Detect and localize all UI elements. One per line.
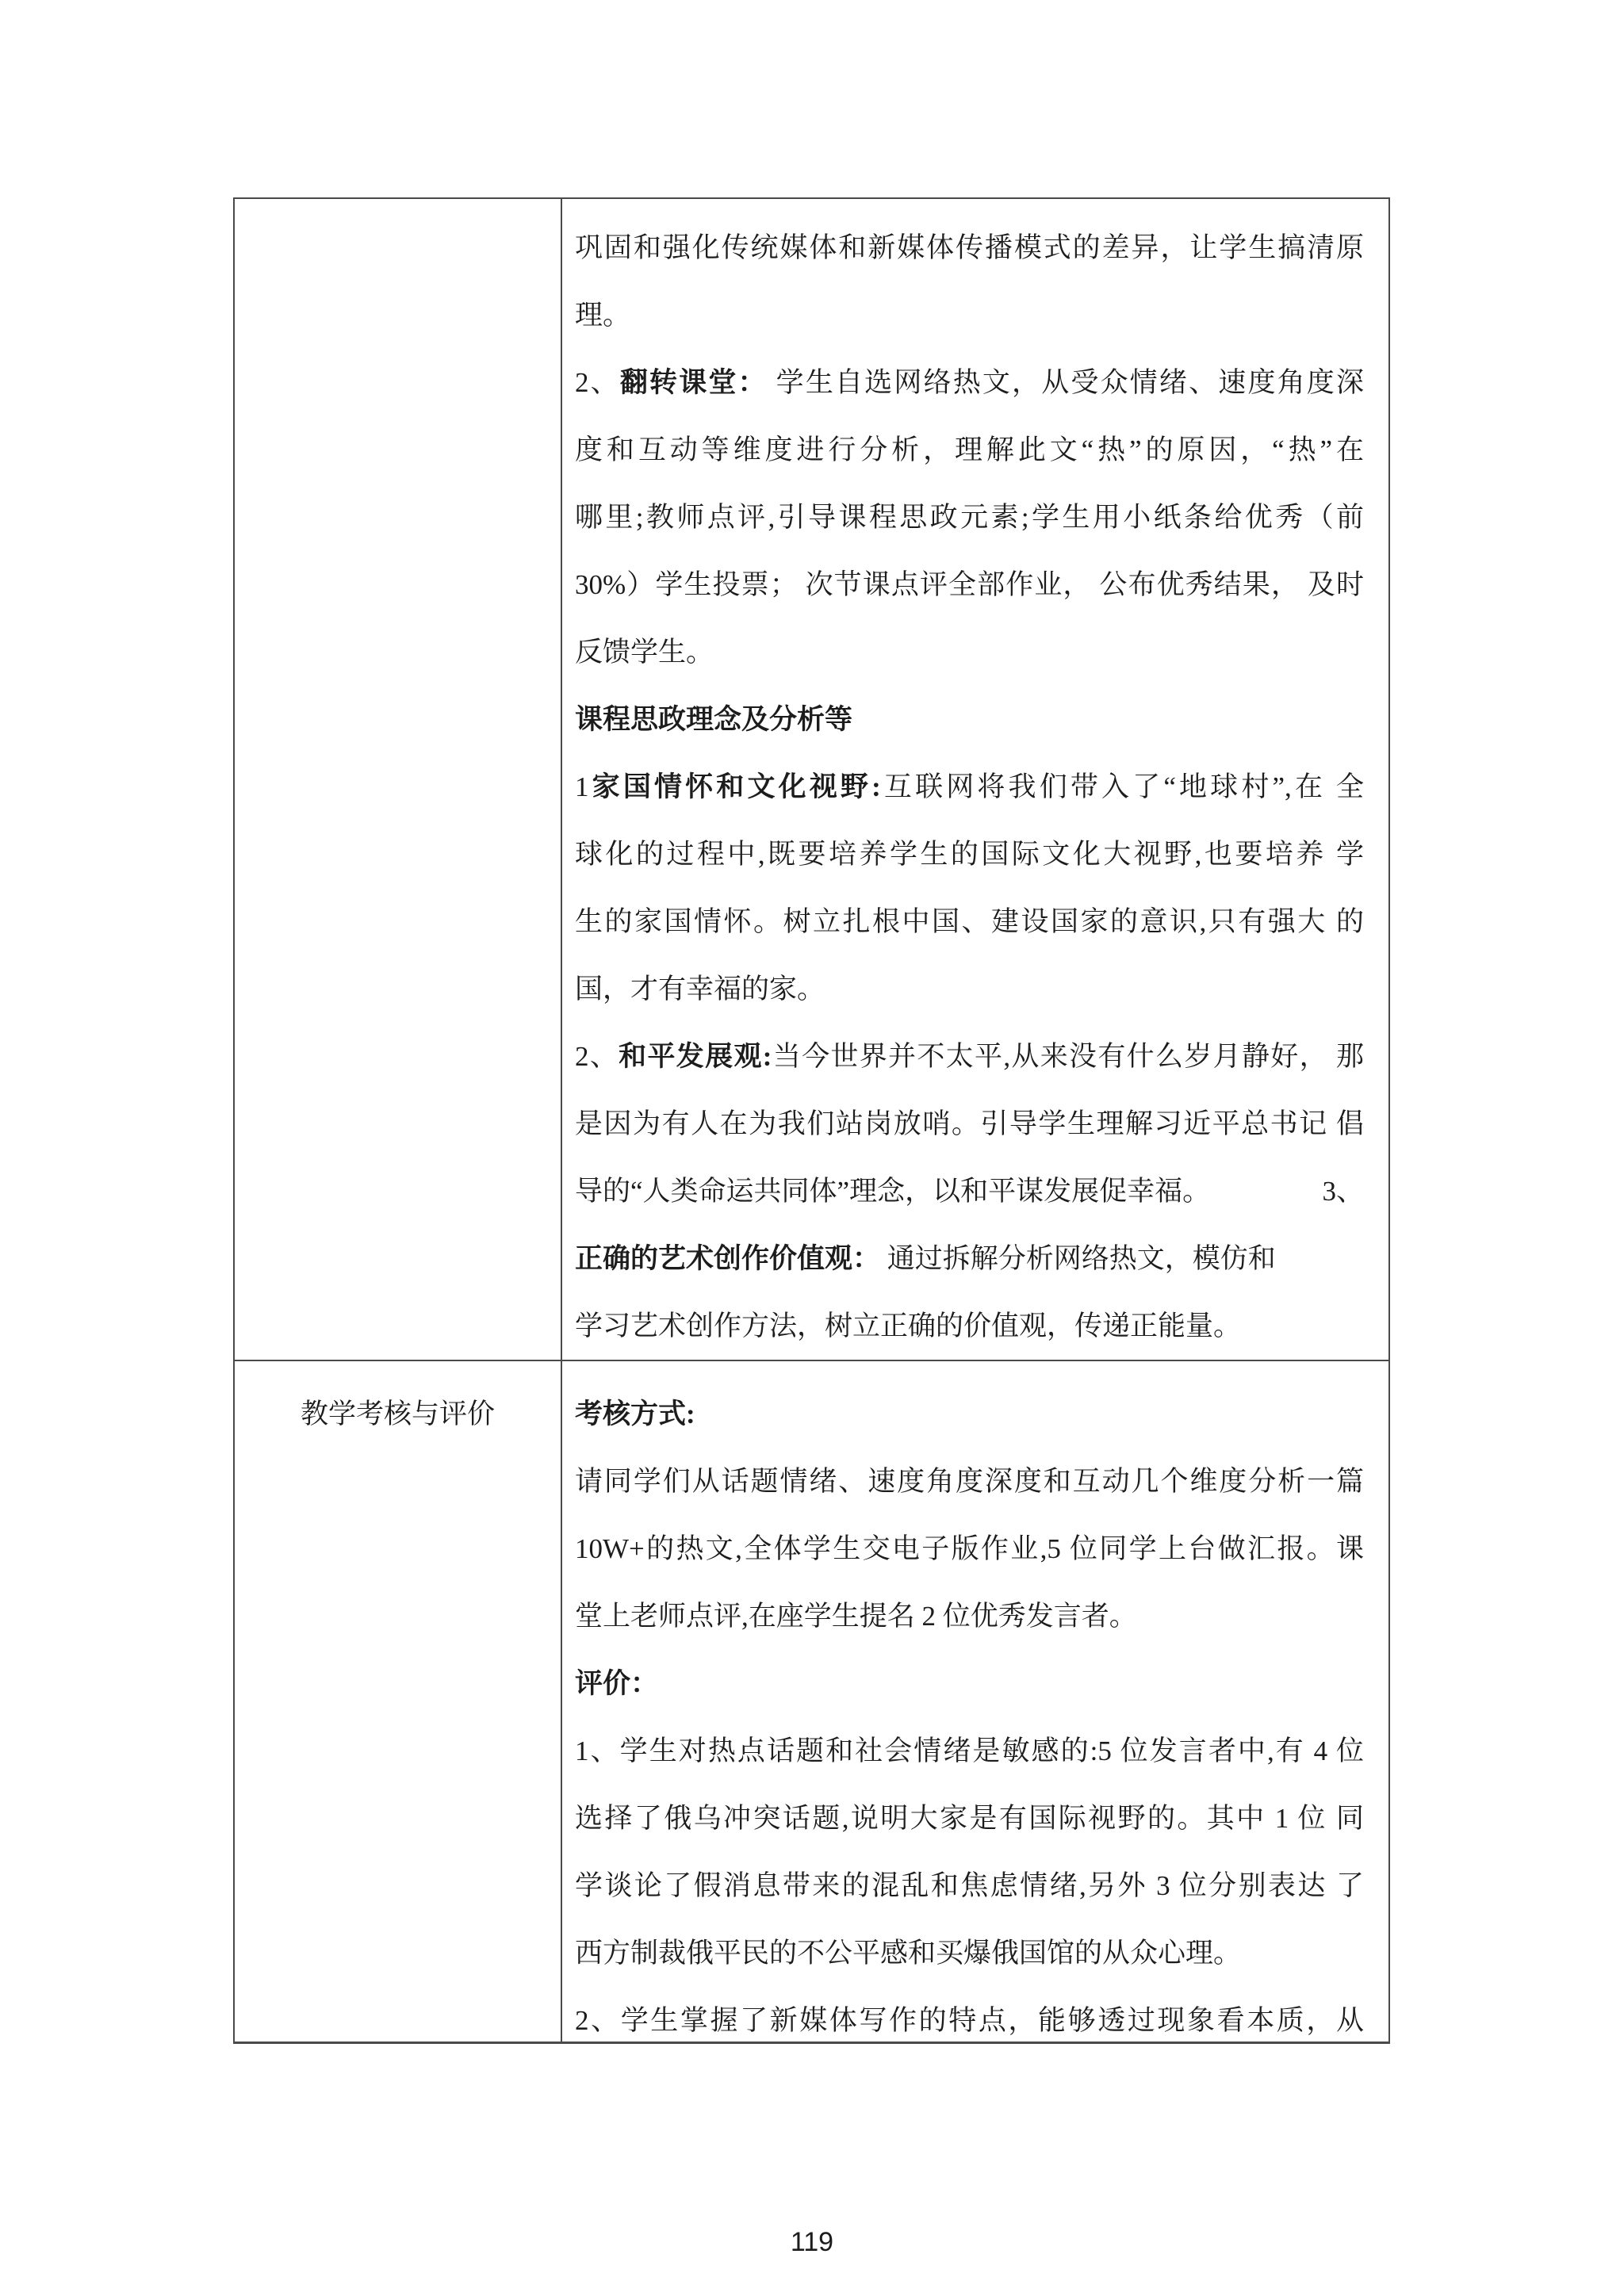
text-line <box>575 1650 1364 1717</box>
bold-text-run: 翻转课堂： <box>619 367 768 398</box>
text-line <box>575 821 1364 888</box>
text-line <box>575 1852 1364 1919</box>
text-run: 理。 <box>575 300 631 331</box>
text-line <box>575 1090 1364 1158</box>
text-line <box>575 214 1364 281</box>
bold-text-run: 课程思政理念及分析等 <box>575 704 853 735</box>
text-run: 哪里;教师点评,引导课程思政元素;学生用小纸条给优秀（前 <box>575 502 1364 533</box>
page-number: 119 <box>790 2227 834 2257</box>
text-run: 10W+的热文,全体学生交电子版作业,5 位同学上台做汇报。课 <box>575 1533 1364 1564</box>
text-run: 巩固和强化传统媒体和新媒体传播模式的差异，让学生搞清原 <box>575 232 1364 263</box>
text-run: 选择了俄乌冲突话题,说明大家是有国际视野的。其中 1 位 同 <box>575 1803 1364 1834</box>
text-line <box>575 416 1364 484</box>
bold-text-run: 家国情怀和文化视野: <box>588 771 881 802</box>
text-run: 请同学们从话题情绪、速度角度深度和互动几个维度分析一篇 <box>575 1466 1364 1497</box>
text-line <box>575 618 1364 686</box>
bold-text-run: 评价： <box>575 1668 659 1699</box>
text-run: 是因为有人在为我们站岗放哨。引导学生理解习近平总书记 倡 <box>575 1108 1364 1139</box>
table-row-course-ideology <box>235 199 1388 1361</box>
text-line <box>575 551 1364 618</box>
text-line <box>575 753 1364 821</box>
text-line <box>575 1515 1364 1582</box>
text-run: 互联网将我们带入了“地球村”,在 全 <box>880 771 1365 802</box>
text-line <box>575 955 1364 1023</box>
text-line <box>575 1448 1364 1515</box>
text-run: 通过拆解分析网络热文，模仿和 <box>880 1243 1276 1274</box>
text-run: 学生自选网络热文，从受众情绪、速度角度深 <box>767 367 1364 398</box>
text-run: 2、 <box>575 1041 619 1072</box>
row-label: 教学考核与评价 <box>300 1399 495 1429</box>
text-run: 学谈论了假消息带来的混乱和焦虑情绪,另外 3 位分别表达 了 <box>575 1870 1364 1901</box>
text-line <box>575 1785 1364 1852</box>
text-line <box>575 1023 1364 1090</box>
text-run: 导的“人类命运共同体”理念，以和平谋发展促幸福。 <box>575 1176 1211 1207</box>
text-line <box>575 888 1364 955</box>
row-label-cell <box>235 1361 562 2042</box>
text-run: 2、学生掌握了新媒体写作的特点，能够透过现象看本质，从 <box>575 2005 1364 2036</box>
text-line <box>575 1292 1364 1360</box>
text-run: 堂上老师点评,在座学生提名 2 位优秀发言者。 <box>575 1601 1137 1632</box>
bold-text-run: 考核方式: <box>575 1399 695 1429</box>
text-run: 反馈学生。 <box>575 637 714 668</box>
text-run: 度和互动等维度进行分析，理解此文“热”的原因，“热”在 <box>575 434 1364 465</box>
text-line <box>575 1987 1364 2042</box>
table-row-assessment <box>235 1361 1388 2042</box>
text-line <box>575 1158 1364 1225</box>
row-content-cell <box>562 1361 1388 2042</box>
bold-text-run: 正确的艺术创作价值观： <box>575 1243 881 1274</box>
text-run: 1 <box>575 771 589 802</box>
text-run: 当今世界并不太平,从来没有什么岁月静好， 那 <box>772 1041 1364 1072</box>
text-run: 30%）学生投票； 次节课点评全部作业， 公布优秀结果， 及时 <box>575 569 1364 600</box>
text-line <box>575 349 1364 416</box>
text-run: 国，才有幸福的家。 <box>575 974 825 1004</box>
text-run: 西方制裁俄平民的不公平感和买爆俄国馆的从众心理。 <box>575 1938 1242 1969</box>
text-run: 生的家国情怀。树立扎根中国、建设国家的意识,只有强大 的 <box>575 906 1364 937</box>
text-run: 学习艺术创作方法，树立正确的价值观，传递正能量。 <box>575 1311 1242 1341</box>
text-run: 1、学生对热点话题和社会情绪是敏感的:5 位发言者中,有 4 位 <box>575 1735 1364 1766</box>
text-line <box>575 1582 1364 1650</box>
text-line <box>575 1717 1364 1785</box>
lesson-plan-table <box>233 197 1390 2044</box>
text-run: 3、 <box>1322 1176 1364 1207</box>
text-run: 球化的过程中,既要培养学生的国际文化大视野,也要培养 学 <box>575 839 1364 870</box>
text-line <box>575 1380 1364 1448</box>
text-line <box>575 1919 1364 1987</box>
text-line <box>575 281 1364 349</box>
text-line <box>575 686 1364 753</box>
bold-text-run: 和平发展观: <box>619 1041 772 1072</box>
row-label-cell <box>235 199 562 1360</box>
row-content-cell <box>562 199 1388 1360</box>
text-line <box>575 1225 1364 1292</box>
text-run: 2、 <box>575 367 620 398</box>
text-line <box>575 484 1364 551</box>
